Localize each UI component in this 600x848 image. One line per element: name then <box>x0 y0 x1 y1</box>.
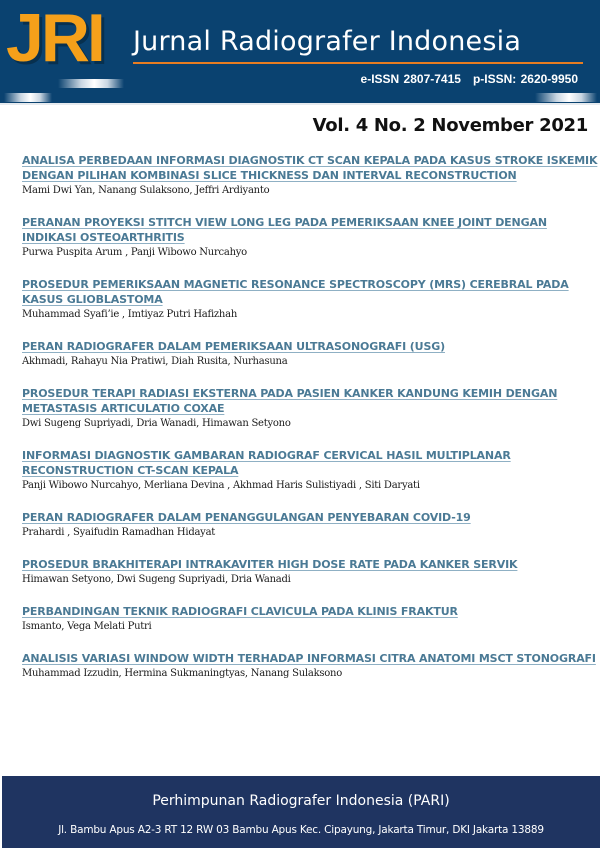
article-authors: Akhmadi, Rahayu Nia Pratiwi, Diah Rusita, Nurhasuna <box>22 356 288 367</box>
article-item <box>22 215 600 260</box>
article-item <box>22 277 600 322</box>
publisher-name: Perhimpunan Radiografer Indonesia (PARI) <box>152 793 450 809</box>
article-authors: Muhammad Izzudin, Hermina Sukmaningtyas, Nanang Sulaksono <box>22 668 342 679</box>
article-title-link[interactable]: PERAN RADIOGRAFER DALAM PENANGGULANGAN PENYEBARAN COVID-19 <box>22 511 471 524</box>
article-item <box>22 651 600 681</box>
journal-header <box>0 0 600 105</box>
article-title-link[interactable]: PROSEDUR PEMERIKSAAN MAGNETIC RESONANCE SPECTROSCOPY (MRS) CEREBRAL PADA KASUS GLIOBLASTOMA <box>22 278 569 306</box>
article-item <box>22 153 600 198</box>
article-item <box>22 557 600 587</box>
issn-info <box>361 72 578 86</box>
publisher-footer <box>2 776 600 848</box>
issue-label: Vol. 4 No. 2 November 2021 <box>312 115 588 136</box>
article-authors: Mami Dwi Yan, Nanang Sulaksono, Jeffri Ardiyanto <box>22 185 270 196</box>
article-list <box>22 153 600 698</box>
article-title-link[interactable]: PROSEDUR TERAPI RADIASI EKSTERNA PADA PASIEN KANKER KANDUNG KEMIH DENGAN METASTASIS ARTICULATIO COXAE <box>22 387 558 415</box>
article-item <box>22 604 600 634</box>
article-authors: Himawan Setyono, Dwi Sugeng Supriyadi, Dria Wanadi <box>22 574 291 585</box>
publisher-address: Jl. Bambu Apus A2-3 RT 12 RW 03 Bambu Apus Kec. Cipayung, Jakarta Timur, DKI Jakarta 13889 <box>58 824 544 836</box>
article-title-link[interactable]: ANALISIS VARIASI WINDOW WIDTH TERHADAP INFORMASI CITRA ANATOMI MSCT STONOGRAFI <box>22 652 596 665</box>
article-title-link[interactable]: PERANAN PROYEKSI STITCH VIEW LONG LEG PADA PEMERIKSAAN KNEE JOINT DENGAN INDIKASI OSTEOARTHRITIS <box>22 216 547 244</box>
article-authors: Ismanto, Vega Melati Putri <box>22 621 152 632</box>
header-shine-decoration <box>535 93 597 102</box>
article-item <box>22 448 600 493</box>
article-title-link[interactable]: INFORMASI DIAGNOSTIK GAMBARAN RADIOGRAF CERVICAL HASIL MULTIPLANAR RECONSTRUCTION CT-SCAN KEPALA <box>22 449 511 477</box>
title-underline-rule <box>133 62 583 64</box>
article-authors: Prahardi , Syaifudin Ramadhan Hidayat <box>22 527 216 538</box>
p-issn: p-ISSN: 2620-9950 <box>472 72 578 86</box>
e-issn: e-ISSN 2807-7415 <box>360 72 461 86</box>
article-authors: Dwi Sugeng Supriyadi, Dria Wanadi, Himawan Setyono <box>22 418 291 429</box>
logo-shine-decoration <box>58 79 124 88</box>
article-authors: Panji Wibowo Nurcahyo, Merliana Devina , Akhmad Haris Sulistiyadi , Siti Daryati <box>22 480 420 491</box>
article-item <box>22 510 600 540</box>
article-item <box>22 386 600 431</box>
article-authors: Purwa Puspita Arum , Panji Wibowo Nurcahyo <box>22 247 247 258</box>
article-authors: Muhammad Syafi’ie , Imtiyaz Putri Hafizhah <box>22 309 238 320</box>
article-title-link[interactable]: PERAN RADIOGRAFER DALAM PEMERIKSAAN ULTRASONOGRAFI (USG) <box>22 340 445 353</box>
jri-logo: JRI <box>6 0 103 76</box>
article-title-link[interactable]: ANALISA PERBEDAAN INFORMASI DIAGNOSTIK CT SCAN KEPALA PADA KASUS STROKE ISKEMIK DENGAN PILIHAN KOMBINASI SLICE THICKNESS DAN INTERVAL RECONSTRUCTION <box>22 154 598 182</box>
article-item <box>22 339 600 369</box>
article-title-link[interactable]: PERBANDINGAN TEKNIK RADIOGRAFI CLAVICULA PADA KLINIS FRAKTUR <box>22 605 458 618</box>
article-title-link[interactable]: PROSEDUR BRAKHITERAPI INTRAKAVITER HIGH DOSE RATE PADA KANKER SERVIK <box>22 558 518 571</box>
journal-title: Jurnal Radiografer Indonesia <box>133 26 522 57</box>
logo-shine-decoration <box>4 93 52 102</box>
